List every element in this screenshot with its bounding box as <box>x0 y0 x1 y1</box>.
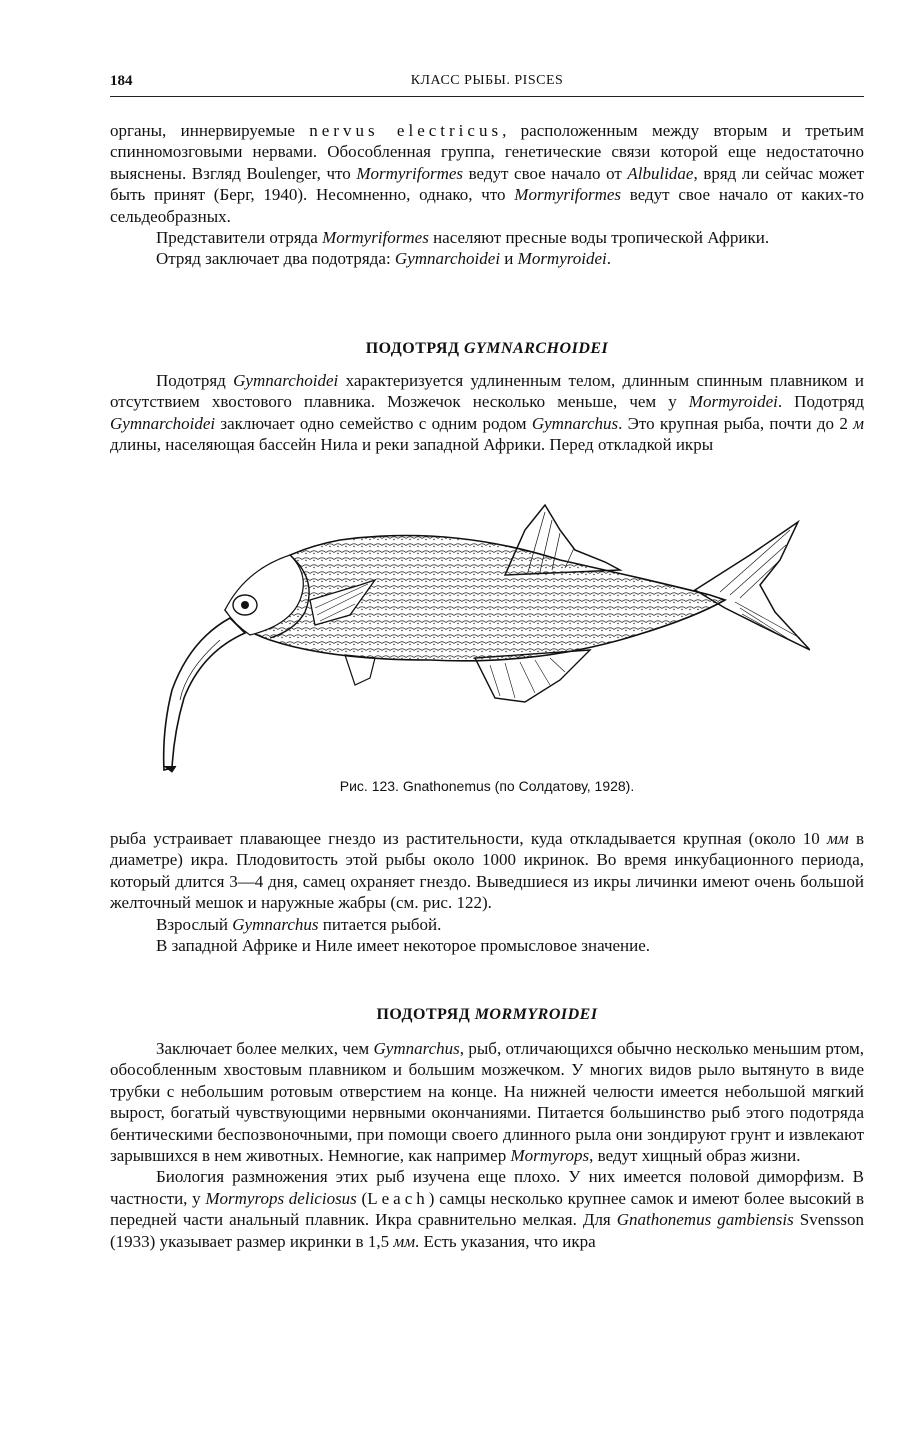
text: В западной Африке и Ниле имеет некоторое промысловое значение. <box>156 936 651 956</box>
text: органы, иннервируемые <box>110 121 310 140</box>
text: ) самцы несколько крупнее самок и имеют более высокий в передней части анальный плавник. Икра сравнительно мелкая. Для <box>110 1188 864 1230</box>
chin-appendage <box>164 618 245 770</box>
text: ведут свое начало от <box>463 163 628 183</box>
taxon-name: Gymnarchoidei <box>110 413 216 433</box>
text: , вряд ли сейчас может быть принят (Берг, 1940). Несомненно, однако, что <box>110 163 865 205</box>
paragraph-4 <box>110 370 864 456</box>
paragraph-2 <box>110 227 864 248</box>
taxon-name: Mormyrops <box>510 1146 590 1166</box>
text: . <box>606 249 611 269</box>
heading-text: ПОДОТРЯД <box>365 340 464 357</box>
text: длины, населяющая бассейн Нила и реки западной Африки. Перед откладкой икры <box>110 435 714 455</box>
text: и <box>500 249 518 269</box>
text: . Это крупная рыба, почти до 2 <box>618 413 854 433</box>
text: Заключает более мелких, чем <box>156 1039 374 1058</box>
fish-illustration <box>150 500 810 780</box>
text: заключает одно семейство с одним родом <box>215 413 532 433</box>
taxon-name: Mormyriformes <box>356 163 464 183</box>
taxon-name: Gymnarchus <box>373 1039 460 1058</box>
section-mormyroidei <box>110 1004 864 1252</box>
header-rule <box>110 96 864 97</box>
heading-text: ПОДОТРЯД <box>376 1006 475 1023</box>
figure-gnathonemus <box>150 500 810 780</box>
paragraph-1 <box>110 120 864 227</box>
taxon-name: Albulidae <box>627 163 694 183</box>
running-title: КЛАСС РЫБЫ. PISCES <box>410 73 564 88</box>
text: в диаметре) икра. Плодовитость этой рыбы около 1000 икринок. Во время инкубационного периода, который длится 3—4 дня, самец охраняет гнездо. Выведшиеся из икры личинки имеют очень большой желточный мешок и наружные жабры (см. рис. 122). <box>110 829 865 913</box>
text: ( <box>356 1188 368 1208</box>
taxon-name: Mormyroidei <box>517 249 607 269</box>
page-number: 184 <box>110 73 133 89</box>
author-name: Leach <box>367 1188 429 1208</box>
paragraph-9 <box>110 1166 864 1252</box>
taxon-name: Gymnarchoidei <box>233 371 339 390</box>
text: населяют пресные воды тропической Африки. <box>428 228 770 248</box>
taxon-name: Mormyroidei <box>688 392 778 412</box>
text: . Подотряд <box>777 392 865 412</box>
paragraph-5 <box>110 828 864 914</box>
text: Отряд заключает два подотряда: <box>156 249 395 269</box>
paragraph-8 <box>110 1038 864 1166</box>
text: ведут свое начало от каких-то сельдеобразных. <box>110 185 865 226</box>
text: Взрослый <box>156 914 233 934</box>
unit: мм <box>827 829 849 848</box>
text-block-middle <box>110 828 864 956</box>
section-gymnarchoidei <box>110 338 864 456</box>
unit: м <box>853 413 864 433</box>
text: Биология размножения этих рыб изучена еще плохо. У них имеется половой диморфизм. В частности, у <box>110 1167 864 1208</box>
text: питается рыбой. <box>318 914 442 934</box>
text: Представители отряда <box>156 228 323 248</box>
taxon-name: Gnathonemus gambiensis <box>616 1210 794 1230</box>
text: Подотряд <box>156 371 234 390</box>
paragraph-6 <box>110 914 864 935</box>
taxon-name: Gymnarchus <box>531 413 619 433</box>
text-block-top <box>110 120 864 270</box>
figure-caption: Рис. 123. Gnathonemus (по Солдатову, 1928). <box>339 778 635 794</box>
section-heading <box>110 1004 864 1026</box>
text: характеризуется удлиненным телом, длинным спинным плавником и отсутствием хвостового плавника. Мозжечок несколько меньше, чем у <box>110 371 864 412</box>
text: Svensson (1933) указывает размер икринки в 1,5 <box>110 1210 864 1251</box>
text: рыба устраивает плавающее гнездо из растительности, куда откладывается крупная (около 10 <box>110 829 828 848</box>
unit: мм <box>393 1231 416 1251</box>
heading-taxon: GYMNARCHOIDEI <box>463 340 609 357</box>
paragraph-7 <box>110 935 864 956</box>
taxon-name: Mormyriformes <box>322 228 429 248</box>
text: , расположенным между вторым и третьим спинномозговыми нервами. Обособленная группа, генетические связи которой еще недостаточно выяснены. Взгляд Boulenger, что <box>110 121 864 183</box>
taxon-name: Gymnarchoidei <box>394 249 501 269</box>
taxon-name: Gymnarchus <box>232 914 319 934</box>
text: . Есть указания, что икра <box>415 1231 596 1251</box>
text: , ведут хищный образ жизни. <box>589 1146 801 1166</box>
text: , рыб, отличающихся обычно несколько меньшим ртом, обособленным хвостовым плавником и большим мозжечком. У многих видов рыло вытянуто в виде трубки с небольшим ротовым отверстием на конце. На нижней челюсти имеется небольшой мягкий вырост, богатый чувствующими нервными окончаниями. Питается большинство рыб этого подотряда бентическими беспозвоночными, при помощи своего длинного рыла они зондируют грунт и извлекают зарывшихся в нем животных. Немногие, как например <box>110 1039 864 1166</box>
section-heading <box>110 338 864 360</box>
taxon-name: Mormyrops deliciosus <box>205 1188 357 1208</box>
heading-taxon: MORMYROIDEI <box>474 1006 598 1023</box>
latin-term: nervus electricus <box>309 121 503 140</box>
page-header <box>110 73 864 95</box>
paragraph-3 <box>110 248 864 269</box>
taxon-name: Mormyriformes <box>514 185 622 205</box>
